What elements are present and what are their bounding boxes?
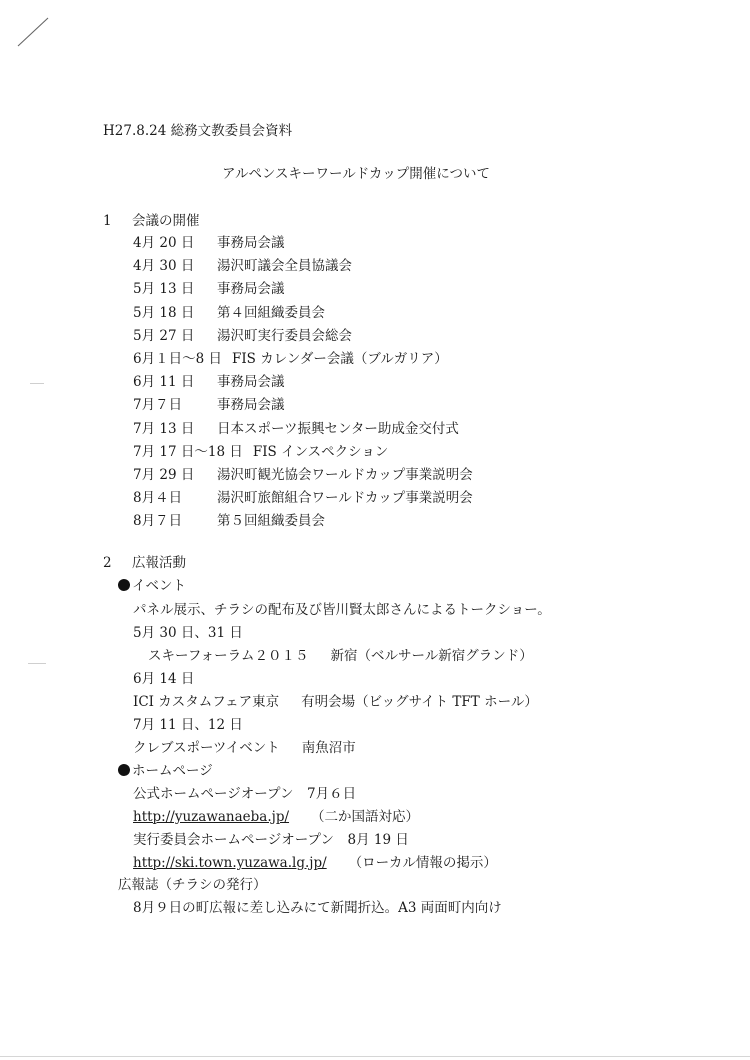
homepage-link-row <box>133 805 419 825</box>
meeting-event: 日本スポーツ振興センター助成金交付式 <box>217 420 459 437</box>
meeting-event: 湯沢町議会全員協議会 <box>217 258 352 275</box>
homepage-heading-label: ホームページ <box>132 763 213 779</box>
meeting-event: 事務局会議 <box>217 374 285 391</box>
pen-stroke-mark <box>14 14 54 50</box>
meeting-date: 5月 27 日 <box>133 327 195 344</box>
homepage-open-official: 公式ホームページオープン 7月６日 <box>133 786 357 802</box>
meeting-item <box>133 510 473 533</box>
meeting-event: FIS カレンダー会議（ブルガリア） <box>231 350 448 367</box>
section-label: 会議の開催 <box>132 213 200 229</box>
meeting-item <box>133 418 473 441</box>
meeting-event: 第４回組織委員会 <box>217 304 325 321</box>
official-site-link[interactable]: http://yuzawanaeba.jp/ <box>133 809 290 825</box>
meeting-event: FIS インスペクション <box>252 443 389 460</box>
section-number: 1 <box>103 213 112 229</box>
meeting-event: 湯沢町観光協会ワールドカップ事業説明会 <box>217 466 473 483</box>
meeting-item <box>133 278 473 301</box>
event-detail <box>148 644 533 664</box>
event-description: パネル展示、チラシの配布及び皆川賢太郎さんによるトークショー。 <box>133 602 551 618</box>
event-name: スキーフォーラム２０１５ <box>148 648 309 664</box>
section-publicity-heading <box>103 551 186 571</box>
document-title: アルペンスキーワールドカップ開催について <box>222 166 490 182</box>
meeting-item <box>133 394 473 417</box>
meeting-event: 事務局会議 <box>217 235 285 251</box>
event-place: 南魚沼市 <box>301 740 356 756</box>
meeting-item <box>133 232 473 255</box>
event-name: ICI カスタムフェア東京 <box>133 694 280 710</box>
meeting-date: 8月４日 <box>133 490 183 507</box>
meeting-date: 7月 13 日 <box>133 420 195 437</box>
event-detail <box>133 690 538 710</box>
homepage-link-row <box>133 851 497 871</box>
meeting-event: 湯沢町旅館組合ワールドカップ事業説明会 <box>217 490 473 507</box>
event-place: 有明会場（ビッグサイト TFT ホール） <box>301 694 538 710</box>
meeting-date: 8月７日 <box>133 513 183 530</box>
section-number: 2 <box>103 555 112 571</box>
meeting-date: 4月 20 日 <box>133 235 195 251</box>
event-detail <box>133 736 356 756</box>
bullet-icon <box>118 579 130 591</box>
meeting-item <box>133 371 473 394</box>
section-meetings-heading <box>103 209 200 229</box>
event-heading-label: イベント <box>132 578 186 594</box>
meeting-event: 第５回組織委員会 <box>217 513 325 530</box>
page-bottom-edge <box>0 1056 750 1057</box>
meeting-date: 7月 29 日 <box>133 466 195 483</box>
homepage-open-committee: 実行委員会ホームページオープン 8月 19 日 <box>133 832 409 848</box>
event-place: 新宿（ベルサール新宿グランド） <box>330 648 533 664</box>
meeting-date: 7月 17 日〜18 日 <box>133 443 243 460</box>
event-name: クレブスポーツイベント <box>133 740 280 756</box>
meeting-date: 4月 30 日 <box>133 258 195 275</box>
meeting-event: 湯沢町実行委員会総会 <box>217 327 352 344</box>
section-label: 広報活動 <box>132 555 186 571</box>
scan-edge-mark <box>28 663 46 664</box>
meeting-item <box>133 487 473 510</box>
link-note: （ローカル情報の掲示） <box>348 855 497 871</box>
event-date: 5月 30 日、31 日 <box>133 625 243 641</box>
committee-site-link[interactable]: http://ski.town.yuzawa.lg.jp/ <box>133 855 327 871</box>
meeting-list <box>133 232 473 533</box>
meeting-date: 6月 11 日 <box>133 374 195 391</box>
meeting-event: 事務局会議 <box>217 281 285 298</box>
link-note: （二か国語対応） <box>311 809 420 825</box>
homepage-heading <box>118 759 213 779</box>
bullet-icon <box>118 764 130 776</box>
meeting-date: 7月７日 <box>133 397 183 414</box>
meeting-item <box>133 325 473 348</box>
event-heading <box>118 574 186 594</box>
meeting-date: 5月 13 日 <box>133 281 195 298</box>
document-date-line: H27.8.24 総務文教委員会資料 <box>103 123 293 139</box>
meeting-date: 5月 18 日 <box>133 304 195 321</box>
meeting-date: 6月１日〜8 日 <box>133 350 222 367</box>
flyer-heading: 広報誌（チラシの発行） <box>118 877 267 893</box>
event-date: 6月 14 日 <box>133 671 195 687</box>
meeting-item <box>133 464 473 487</box>
event-date: 7月 11 日、12 日 <box>133 717 243 733</box>
meeting-event: 事務局会議 <box>217 397 285 414</box>
meeting-item <box>133 348 473 371</box>
meeting-item <box>133 255 473 278</box>
meeting-item <box>133 441 473 464</box>
scan-edge-mark <box>30 383 44 384</box>
meeting-item <box>133 302 473 325</box>
flyer-description: 8月９日の町広報に差し込みにて新聞折込。A3 両面町内向け <box>133 900 502 916</box>
